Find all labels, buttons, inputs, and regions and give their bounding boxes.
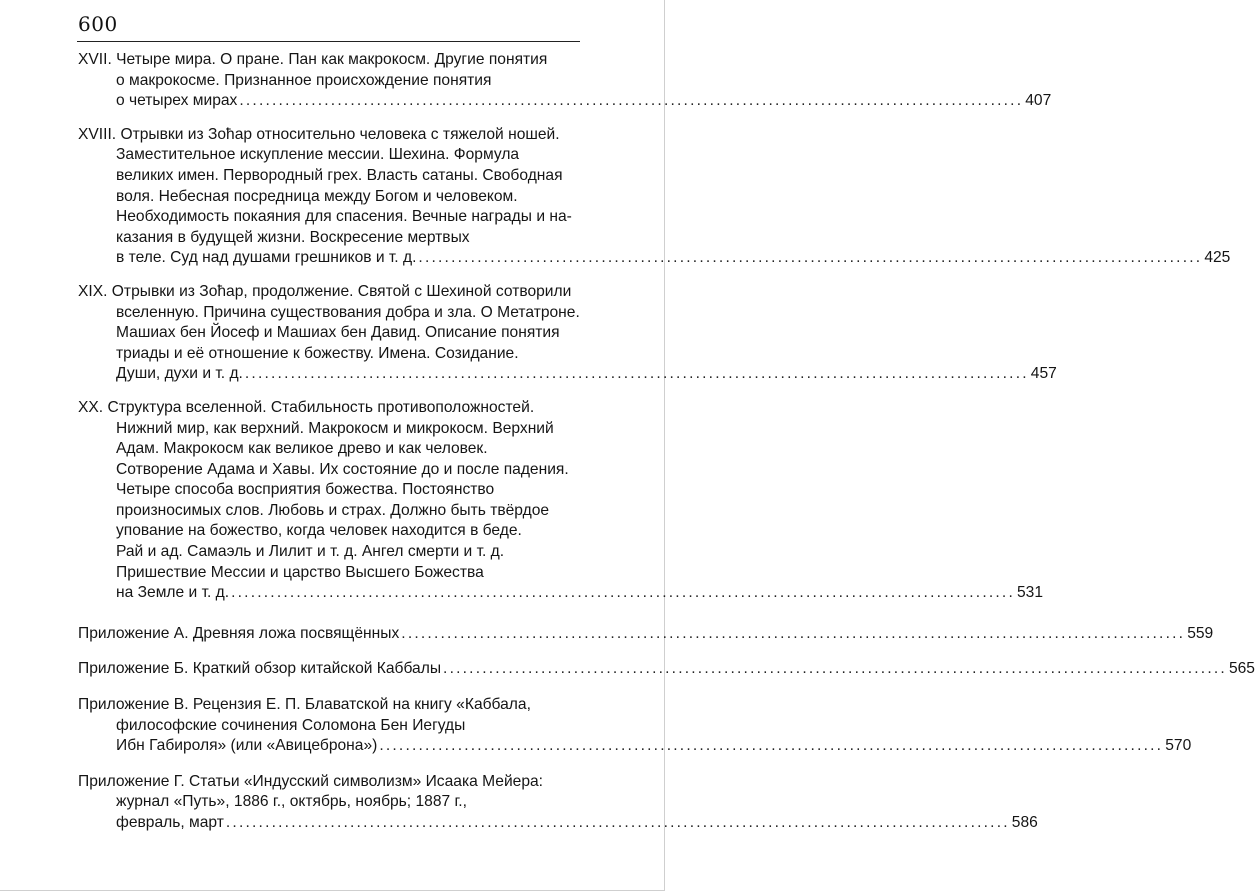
table-of-contents [78, 50, 1255, 834]
entry-line: воля. Небесная посредница между Богом и человеком. [116, 187, 518, 205]
entry-last-line [78, 624, 1214, 645]
entry-last-line [78, 659, 1255, 680]
entry-line: Ибн Габироля» (или «Авицеброна») [116, 737, 378, 755]
entry-line: XVIII. Отрывки из Зоћар относительно человека с тяжелой ношей. [78, 125, 560, 143]
entry-last-line [78, 736, 1192, 757]
entry-line: вселенную. Причина существования добра и зла. О Метатроне. [116, 303, 580, 321]
entry-last-line [78, 248, 1231, 269]
dot-leader: ........................................................................................................................ [443, 660, 1227, 678]
entry-last-line [78, 583, 1044, 604]
dot-leader: ........................................................................................................................ [401, 624, 1186, 642]
toc-entry-xviii [78, 125, 1231, 269]
toc-entry-appendix-g [78, 772, 1038, 834]
toc-entry-xx [78, 398, 1044, 604]
entry-last-line [78, 813, 1038, 834]
entry-line: Заместительное искупление мессии. Шехина. Формула [116, 146, 520, 164]
entry-last-line [78, 91, 1052, 112]
entry-page-number: 407 [1025, 92, 1052, 110]
entry-line: Машиах бен Йосеф и Машиах бен Давид. Описание понятия [116, 324, 560, 342]
entry-line: триады и её отношение к божеству. Имена. Созидание. [116, 344, 519, 362]
entry-line: Приложение В. Рецензия Е. П. Блаватской на книгу «Каббала, [78, 696, 531, 714]
entry-page-number: 565 [1228, 660, 1255, 678]
entry-line: февраль, март [116, 814, 224, 831]
entry-line: великих имен. Первородный грех. Власть сатаны. Свободная [116, 166, 563, 184]
entry-line: на Земле и т. д. [116, 584, 230, 602]
entry-line: Приложение Б. Краткий обзор китайской Каббалы [78, 660, 442, 678]
entry-line: Адам. Макрокосм как великое древо и как человек. [116, 440, 488, 458]
toc-entry-xix [78, 282, 1057, 385]
dot-leader: ........................................................................................................................ [225, 814, 1010, 831]
entry-page-number: 559 [1187, 624, 1214, 642]
toc-entry-appendix-a [78, 624, 1214, 645]
entry-line: о четырех мирах [116, 92, 238, 110]
dot-leader: ........................................................................................................................ [244, 365, 1029, 383]
dot-leader: ........................................................................................................................ [239, 92, 1024, 110]
dot-leader: ........................................................................................................................ [231, 584, 1015, 602]
entry-line: Пришествие Мессии и царство Высшего Божества [116, 563, 484, 581]
entry-line: в теле. Суд над душами грешников и т. д. [116, 249, 417, 267]
entry-line: XX. Структура вселенной. Стабильность противоположностей. [78, 398, 535, 416]
entry-line: XIX. Отрывки из Зоћар, продолжение. Святой с Шехиной сотворили [78, 282, 572, 300]
toc-entry-xvii [78, 50, 1052, 112]
entry-page-number: 457 [1030, 365, 1057, 383]
entry-line: Необходимость покаяния для спасения. Вечные награды и на- [116, 208, 572, 226]
toc-entry-appendix-b [78, 659, 1255, 680]
entry-page-number: 586 [1011, 814, 1038, 831]
entry-line: Сотворение Адама и Хавы. Их состояние до и после падения. [116, 460, 569, 478]
entry-line: Четыре способа восприятия божества. Постоянство [116, 481, 495, 499]
entry-line: философские сочинения Соломона Бен Иегуды [116, 716, 466, 734]
entry-page-number: 425 [1204, 249, 1231, 267]
entry-page-number: 570 [1165, 737, 1192, 755]
entry-line: XVII. Четыре мира. О пране. Пан как макрокосм. Другие понятия [78, 51, 548, 68]
entry-line: Приложение А. Древняя ложа посвящённых [78, 624, 400, 642]
entry-line: казания в будущей жизни. Воскресение мертвых [116, 228, 470, 246]
entry-line: Души, духи и т. д. [116, 365, 243, 383]
entry-line: произносимых слов. Любовь и страх. Должно быть твёрдое [116, 501, 550, 519]
entry-line: о макрокосме. Признанное происхождение понятия [116, 71, 492, 89]
entry-line: Приложение Г. Статьи «Индусский символизм» Исаака Мейера: [78, 772, 544, 790]
page-number: 600 [78, 12, 118, 36]
header-rule [77, 41, 580, 42]
entry-line: Рай и ад. Самаэль и Лилит и т. д. Ангел смерти и т. д. [116, 543, 505, 561]
entry-last-line [78, 364, 1057, 385]
entry-line: журнал «Путь», 1886 г., октябрь, ноябрь; 1887 г., [116, 793, 467, 811]
entry-line: Нижний мир, как верхний. Макрокосм и микрокосм. Верхний [116, 419, 554, 437]
dot-leader: ........................................................................................................................ [418, 249, 1203, 267]
entry-line: упование на божество, когда человек находится в беде. [116, 522, 522, 540]
entry-page-number: 531 [1017, 584, 1044, 602]
toc-entry-appendix-v [78, 695, 1192, 757]
dot-leader: ........................................................................................................................ [379, 737, 1164, 755]
